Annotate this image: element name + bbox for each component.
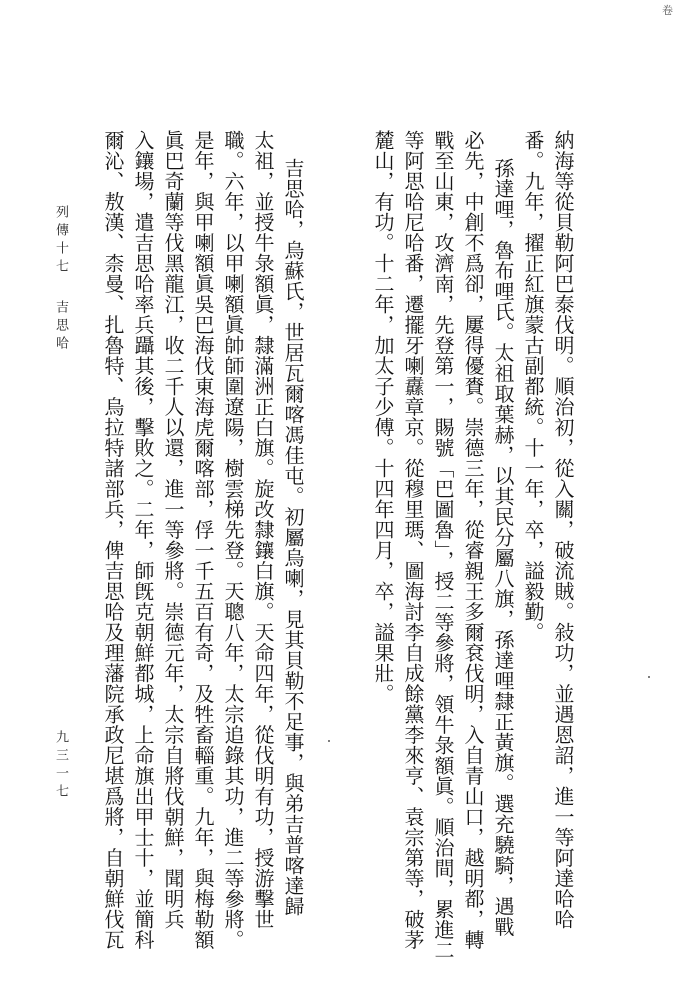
text-column: 入鑲場，遣吉思哈率兵躡其後，擊敗之。二年，師旣克朝鮮都城，上命旗出甲士十，並簡科: [131, 130, 155, 950]
paper-speck: [648, 676, 650, 678]
text-column: 是年，與甲喇額眞吳巴海伐東海虎爾喀部，俘一千五百有奇，及牲畜輜重。九年，與梅勒額: [191, 130, 215, 950]
text-column: [339, 130, 367, 970]
text-column: 納海等從貝勒阿巴泰伐明。順治初，從入關，破流賊。敍功，並遇恩詔，進一等阿達哈哈: [551, 130, 575, 930]
text-column: 孫達哩，魯布哩氏。太祖取葉赫，以其民分屬八旗，孫達哩隸正黃旗。選充驍騎，遇戰: [491, 158, 515, 937]
page-header-mark: 卷: [662, 4, 673, 17]
text-column: 吉思哈，烏蘇氏，世居瓦爾喀馮佳屯。初屬烏喇，見其貝勒不足事，與弟吉普喀達歸: [281, 158, 305, 917]
text-column: 眞巴奇蘭等伐黑龍江，收二千人以還，進一等參將。崇德元年，太宗自將伐朝鮮，聞明兵: [161, 130, 185, 930]
text-column: 職。六年，以甲喇額眞帥師圍遼陽，樹雲梯先登。天聰八年，太宗追錄其功，進二等參將。: [221, 130, 245, 950]
text-column: 麓山，有功。十二年，加太子少傅。十四年四月，卒，謚果壯。: [371, 130, 395, 704]
text-column: 必先，中創不爲卻，屢得優賚。崇德三年，從睿親王多爾袞伐明，入自青山口，越明都，轉: [461, 130, 485, 950]
text-column: 番。九年，擢正紅旗蒙古副都統。十一年，卒，謚毅勤。: [521, 130, 545, 643]
text-column: 爾沁、敖漢、柰曼、扎魯特、烏拉特諸部兵，俾吉思哈及理藩院承政尼堪爲將，自朝鮮伐瓦: [101, 130, 125, 950]
page-number: 九三一七: [53, 730, 68, 802]
text-column: 戰至山東，攻濟南，先登第一，賜號「巴圖魯」，授二等參將，領牛彔額眞。順治間，累進二: [431, 130, 455, 961]
paper-speck: [328, 740, 330, 742]
running-head-name: 吉思哈: [53, 300, 68, 354]
text-column: 等阿思哈尼哈番，遷擺牙喇纛章京。從穆里瑪、圖海討李自成餘黨李來亨、袁宗第等，破茅: [401, 130, 425, 950]
running-head-chapter: 列傳十七: [53, 205, 68, 277]
text-column: 太祖，並授牛彔額眞，隸滿洲正白旗。旋改隸鑲白旗。天命四年，從伐明有功，授游擊世: [251, 130, 275, 930]
